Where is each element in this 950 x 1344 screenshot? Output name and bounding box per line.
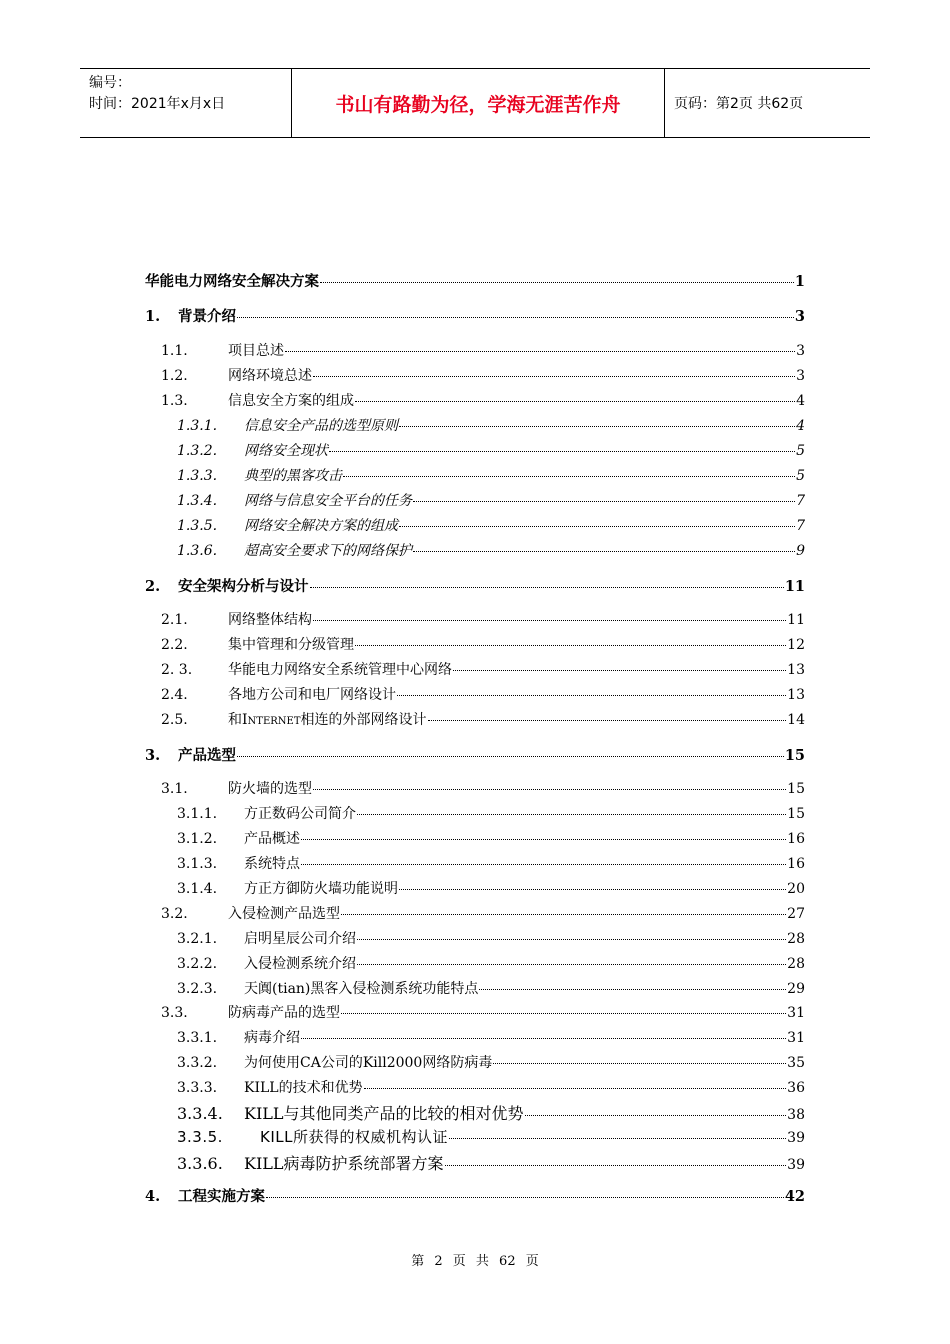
toc-entry-title: 华能电力网络安全系统管理中心网络: [228, 662, 452, 678]
toc-entry-number: 1.3.: [161, 393, 188, 409]
toc-entry-title: 信息安全产品的选型原则: [244, 418, 398, 434]
toc-entry-page: 39: [787, 1130, 805, 1146]
toc-entry-number: 3.1.4.: [177, 881, 218, 897]
toc-entry-page: 16: [787, 831, 805, 847]
toc-leader: [413, 501, 795, 502]
toc-entry-page: 15: [787, 806, 805, 822]
toc-leader: [399, 426, 795, 427]
toc-entry-title: 防火墙的选型: [228, 781, 312, 797]
toc-entry-title: 系统特点: [244, 856, 300, 872]
toc-entry-number: 4.: [145, 1188, 161, 1205]
toc-entry-page: 9: [796, 543, 805, 559]
toc-entry-title: 网络安全解决方案的组成: [244, 518, 398, 534]
toc-leader: [449, 1138, 786, 1139]
toc-entry-number: 2.5.: [161, 712, 188, 728]
header-page-label: 页码：第2页 共62页: [674, 96, 804, 112]
toc-leader: [266, 1197, 784, 1198]
toc-entry[interactable]: [161, 778, 805, 798]
toc-entry-page: 3: [796, 343, 805, 359]
toc-entry-page: 35: [787, 1055, 805, 1071]
toc-entry[interactable]: [145, 575, 805, 596]
toc-entry[interactable]: [161, 709, 805, 729]
toc-entry-title: 天阗(tian)黑客入侵检测系统功能特点: [244, 981, 479, 997]
toc-leader: [399, 526, 795, 527]
toc-entry-title: 网络安全现状: [244, 443, 328, 459]
toc-entry-page: 7: [796, 518, 805, 534]
toc-entry-number: 2. 3.: [161, 662, 193, 678]
toc-entry[interactable]: [177, 490, 805, 510]
toc-entry-title: 典型的黑客攻击: [244, 468, 342, 484]
toc-entry-number: 1.1.: [161, 343, 188, 359]
toc-entry-title: 病毒介绍: [244, 1030, 300, 1046]
toc-leader: [341, 1013, 786, 1014]
toc-entry-title: 安全架构分析与设计: [178, 578, 309, 595]
toc-entry-title: 华能电力网络安全解决方案: [145, 273, 319, 290]
toc-entry-page: 3: [794, 308, 805, 325]
time-label: 时间：2021年x月x日: [89, 96, 226, 112]
toc-leader: [479, 989, 786, 990]
toc-entry-number: 1.3.6.: [177, 543, 218, 559]
toc-entry-page: 4: [796, 393, 805, 409]
toc-leader: [413, 551, 795, 552]
toc-entry[interactable]: [177, 440, 805, 460]
toc-entry[interactable]: [145, 270, 805, 291]
toc-entry[interactable]: [161, 340, 805, 360]
toc-entry[interactable]: [177, 1126, 805, 1147]
toc-entry-page: 13: [787, 662, 805, 678]
toc-entry[interactable]: [145, 1185, 805, 1206]
toc-entry[interactable]: [177, 1077, 805, 1097]
toc-entry-title: KILL的技术和优势: [244, 1080, 363, 1096]
toc-leader: [341, 914, 786, 915]
header-info: [80, 69, 292, 137]
toc-entry-title: 产品概述: [244, 831, 300, 847]
toc-entry-page: 42: [784, 1188, 805, 1205]
toc-leader: [357, 939, 786, 940]
toc-leader: [313, 376, 795, 377]
toc-entry-number: 2.1.: [161, 612, 188, 628]
toc-entry-number: 1.3.1.: [177, 418, 218, 434]
toc-entry-page: 31: [787, 1030, 805, 1046]
toc-entry-title: 超高安全要求下的网络保护: [244, 543, 412, 559]
toc-entry-number: 3.1.2.: [177, 831, 218, 847]
toc-entry-title: 背景介绍: [178, 308, 236, 325]
toc-entry-number: 3.3.2.: [177, 1055, 218, 1071]
toc-leader: [285, 351, 795, 352]
page-footer: 第 2 页 共 62 页: [411, 1254, 539, 1269]
toc-entry-number: 2.4.: [161, 687, 188, 703]
toc-leader: [301, 839, 786, 840]
toc-entry-title: 入侵检测系统介绍: [244, 956, 356, 972]
toc-entry-title: 和Internet相连的外部网络设计: [228, 712, 427, 728]
toc-entry-title: 网络整体结构: [228, 612, 312, 628]
toc-entry-page: 15: [784, 747, 805, 764]
toc-entry-title: 防病毒产品的选型: [228, 1005, 340, 1021]
toc-entry[interactable]: [177, 928, 805, 948]
toc-entry[interactable]: [177, 828, 805, 848]
toc-entry[interactable]: [177, 878, 805, 898]
toc-entry-number: 3.1.3.: [177, 856, 218, 872]
toc-entry-number: 3.3.4.: [177, 1104, 223, 1123]
toc-entry-title: KILL与其他同类产品的比较的相对优势: [244, 1104, 524, 1123]
toc-entry-number: 2.: [145, 578, 161, 595]
toc-entry-title: KILL病毒防护系统部署方案: [244, 1154, 444, 1173]
code-label: 编号：: [89, 75, 131, 91]
toc-entry-page: 28: [787, 956, 805, 972]
toc-entry[interactable]: [161, 365, 805, 385]
toc-entry-number: 3.3.: [161, 1005, 188, 1021]
toc-leader: [357, 814, 786, 815]
toc-entry-number: 1.3.5.: [177, 518, 218, 534]
toc-entry-title: 集中管理和分级管理: [228, 637, 354, 653]
toc-entry[interactable]: [177, 1027, 805, 1047]
header-motto: 书山有路勤为径，学海无涯苦作舟: [292, 69, 665, 137]
toc-entry-page: 36: [787, 1080, 805, 1096]
toc-entry-number: 1.3.4.: [177, 493, 218, 509]
toc-leader: [364, 1088, 787, 1089]
toc-leader: [301, 1038, 786, 1039]
toc-entry-page: 29: [787, 981, 805, 997]
toc-entry-title: 项目总述: [228, 343, 284, 359]
toc-leader: [310, 587, 784, 588]
toc-entry-page: 5: [796, 443, 805, 459]
toc-entry-page: 11: [784, 578, 805, 595]
toc-entry[interactable]: [161, 1002, 805, 1022]
toc-entry-title: 为何使用CA公司的Kill2000网络防病毒: [244, 1055, 493, 1071]
toc-entry-title: 方正数码公司简介: [244, 806, 356, 822]
toc-entry-title: 网络环境总述: [228, 368, 312, 384]
toc-leader: [445, 1165, 787, 1166]
toc-entry[interactable]: [177, 1101, 805, 1124]
toc-leader: [493, 1063, 786, 1064]
toc-entry-title: 信息安全方案的组成: [228, 393, 354, 409]
toc-leader: [399, 889, 786, 890]
toc-leader: [428, 720, 787, 721]
toc-entry[interactable]: [161, 903, 805, 923]
toc-entry-title: 产品选型: [178, 747, 236, 764]
toc-entry-number: 1.: [145, 308, 161, 325]
toc-entry[interactable]: [177, 465, 805, 485]
toc-entry-page: 1: [794, 273, 805, 290]
toc-entry-page: 4: [796, 418, 805, 434]
toc-entry[interactable]: [177, 853, 805, 873]
toc-entry[interactable]: [177, 803, 805, 823]
toc-entry[interactable]: [177, 978, 805, 998]
toc-entry-page: 16: [787, 856, 805, 872]
toc-entry-page: 3: [796, 368, 805, 384]
toc-entry-page: 7: [796, 493, 805, 509]
toc-entry-number: 3.: [145, 747, 161, 764]
toc-entry[interactable]: [161, 659, 805, 679]
toc-entry-page: 28: [787, 931, 805, 947]
toc-entry[interactable]: [177, 540, 805, 560]
toc-entry-page: 15: [787, 781, 805, 797]
toc-entry-number: 1.2.: [161, 368, 188, 384]
toc-entry[interactable]: [177, 515, 805, 535]
toc-leader: [301, 864, 786, 865]
toc-leader: [343, 476, 795, 477]
toc-entry-title: 工程实施方案: [178, 1188, 265, 1205]
toc-entry[interactable]: [161, 390, 805, 410]
toc-leader: [453, 670, 786, 671]
toc-entry-page: 12: [787, 637, 805, 653]
toc-entry[interactable]: [145, 744, 805, 765]
toc-entry-page: 13: [787, 687, 805, 703]
toc-entry-number: 3.3.3.: [177, 1080, 218, 1096]
toc-entry-title: 网络与信息安全平台的任务: [244, 493, 412, 509]
toc-entry-page: 31: [787, 1005, 805, 1021]
toc-entry-number: 3.2.1.: [177, 931, 218, 947]
toc-entry[interactable]: [145, 305, 805, 326]
toc-entry[interactable]: [161, 609, 805, 629]
toc-entry-page: 20: [787, 881, 805, 897]
toc-leader: [397, 695, 786, 696]
toc-entry-page: 5: [796, 468, 805, 484]
toc-entry-title: 启明星辰公司介绍: [244, 931, 356, 947]
toc-entry-number: 3.1.1.: [177, 806, 218, 822]
toc-entry-number: 3.2.: [161, 906, 188, 922]
toc-entry-number: 3.2.3.: [177, 981, 218, 997]
toc-leader: [313, 789, 786, 790]
toc-entry-title: 入侵检测产品选型: [228, 906, 340, 922]
toc-entry-number: 3.3.6.: [177, 1154, 223, 1173]
toc-entry-number: 3.2.2.: [177, 956, 218, 972]
toc-entry-number: 3.3.5.: [177, 1128, 223, 1146]
toc-entry-number: 1.3.3.: [177, 468, 218, 484]
toc-leader: [355, 645, 786, 646]
toc-entry[interactable]: [177, 1052, 805, 1072]
toc-leader: [320, 282, 794, 283]
toc-entry[interactable]: [161, 684, 805, 704]
toc-leader: [525, 1115, 787, 1116]
toc-leader: [329, 451, 795, 452]
toc-entry-page: 14: [787, 712, 805, 728]
toc-leader: [237, 317, 794, 318]
toc-leader: [355, 401, 795, 402]
toc-entry-title: KILL所获得的权威机构认证: [260, 1128, 448, 1146]
page-header: [80, 68, 870, 138]
toc-entry-page: 39: [787, 1157, 805, 1173]
toc-entry-page: 38: [787, 1107, 805, 1123]
toc-entry-title: 方正方御防火墙功能说明: [244, 881, 398, 897]
toc-leader: [313, 620, 786, 621]
toc-leader: [237, 756, 784, 757]
toc-entry-number: 3.1.: [161, 781, 188, 797]
toc-entry-number: 1.3.2.: [177, 443, 218, 459]
toc-entry-title: 各地方公司和电厂网络设计: [228, 687, 396, 703]
toc-entry-page: 27: [787, 906, 805, 922]
toc-entry-page: 11: [787, 612, 805, 628]
toc-entry[interactable]: [161, 634, 805, 654]
toc-entry[interactable]: [177, 953, 805, 973]
toc-entry-number: 2.2.: [161, 637, 188, 653]
toc-entry[interactable]: [177, 1151, 805, 1174]
toc-leader: [357, 964, 786, 965]
toc-entry[interactable]: [177, 415, 805, 435]
toc-entry-number: 3.3.1.: [177, 1030, 218, 1046]
